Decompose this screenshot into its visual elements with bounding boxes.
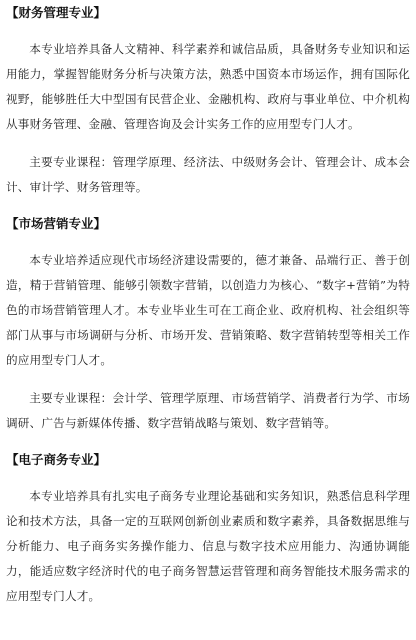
section-description: 本专业培养具有扎实电子商务专业理论基础和实务知识，熟悉信息科学理论和技术方法，具备一定的互联网创新创业素质和数字素养，具备数据思维与分析能力、电子商务实务操作能力、信息与数字技术应用能力、沟通协调能力，能适应数字经济时代的电子商务智慧运营管理和商务智能技术服务需求的应用型专门人才。 <box>6 489 410 603</box>
section-heading: 【市场营销专业】 <box>6 216 107 231</box>
section-ecommerce <box>6 450 410 609</box>
section-courses: 主要专业课程：管理学原理、经济法、中级财务会计、管理会计、成本会计、审计学、财务管理等。 <box>6 155 410 194</box>
section-heading: 【财务管理专业】 <box>6 5 107 20</box>
section-description: 本专业培养适应现代市场经济建设需要的，德才兼备、品端行正、善于创造，精于营销管理、能够引领数字营销，以创造力为核心、“数字+营销”为特色的市场营销管理人才。本专业毕业生可在工商企业、政府机构、社会组织等部门从事与市场调研与分析、市场开发、营销策略、数字营销转型等相关工作的应用型专门人才。 <box>6 253 410 367</box>
section-courses: 主要专业课程：会计学、管理学原理、市场营销学、消费者行为学、市场调研、广告与新媒体传播、数字营销战略与策划、数字营销等。 <box>6 391 410 430</box>
section-financial-management <box>6 3 410 200</box>
section-heading: 【电子商务专业】 <box>6 452 107 467</box>
section-marketing <box>6 214 410 436</box>
section-description: 本专业培养具备人文精神、科学素养和诚信品质，具备财务专业知识和运用能力，掌握智能财务分析与决策方法，熟悉中国资本市场运作，拥有国际化视野，能够胜任大中型国有民营企业、金融机构、政府与事业单位、中介机构从事财务管理、金融、管理咨询及会计实务工作的应用型专门人才。 <box>6 42 410 131</box>
